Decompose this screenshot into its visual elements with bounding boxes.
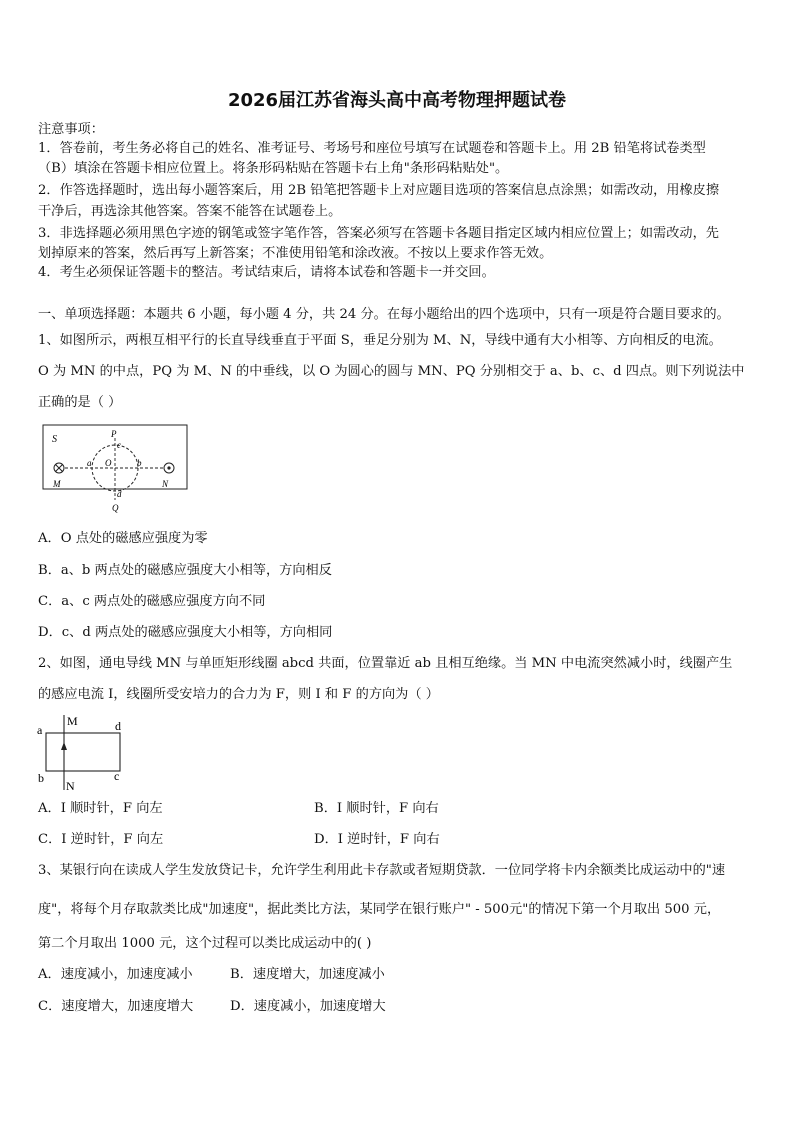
label-P: P [111, 429, 117, 439]
label-c: c [117, 440, 121, 450]
question-1-option-b[interactable]: B．a、b 两点处的磁感应强度大小相等，方向相反 [38, 563, 332, 578]
label-M: M [67, 714, 78, 728]
page-title: 2026届江苏省海头高中高考物理押题试卷 [227, 90, 567, 111]
current-arrow-icon [61, 742, 67, 750]
question-1-stem: 正确的是（ ） [38, 395, 122, 410]
notice-heading: 注意事项： [38, 122, 104, 137]
question-1-option-d[interactable]: D．c、d 两点处的磁感应强度大小相等，方向相同 [38, 625, 333, 640]
label-b: b [137, 458, 142, 468]
question-2-option-d[interactable]: D．I 逆时针，F 向右 [314, 832, 440, 847]
section-heading: 一、单项选择题：本题共 6 小题，每小题 4 分，共 24 分。在每小题给出的四个选项中，只有一项是符合题目要求的。 [38, 307, 730, 322]
label-b: b [38, 771, 44, 785]
notice-line: 2．作答选择题时，选出每小题答案后，用 2B 铅笔把答题卡上对应题目选项的答案信息点涂黑；如需改动，用橡皮擦 [38, 183, 720, 198]
question-2-stem: 的感应电流 I，线圈所受安培力的合力为 F，则 I 和 F 的方向为（ ） [38, 687, 439, 702]
label-d: d [117, 489, 122, 499]
question-3-option-d[interactable]: D．速度减小，加速度增大 [230, 999, 386, 1014]
question-3-option-c[interactable]: C．速度增大，加速度增大 [38, 999, 194, 1014]
question-3-option-b[interactable]: B．速度增大，加速度减小 [230, 967, 385, 982]
question-2-option-c[interactable]: C．I 逆时针，F 向左 [38, 832, 164, 847]
label-a: a [87, 458, 92, 468]
question-3-stem: 3、某银行向在读成人学生发放贷记卡，允许学生利用此卡存款或者短期贷款．一位同学将卡内余额类比成运动中的"速 [38, 863, 726, 878]
question-1-figure [42, 424, 190, 516]
question-2-figure [36, 712, 128, 794]
question-1-option-a[interactable]: A．O 点处的磁感应强度为零 [38, 531, 208, 546]
label-M: M [53, 479, 61, 489]
current-out-of-page-icon [164, 463, 174, 473]
question-3-option-a[interactable]: A．速度减小，加速度减小 [38, 967, 193, 982]
question-2-option-b[interactable]: B．I 顺时针，F 向右 [314, 801, 439, 816]
label-N: N [162, 479, 169, 489]
notice-line: 划掉原来的答案，然后再写上新答案；不准使用铅笔和涂改液。不按以上要求作答无效。 [38, 246, 553, 261]
notice-line: （B）填涂在答题卡相应位置上。将条形码粘贴在答题卡右上角"条形码粘贴处"。 [38, 161, 509, 176]
question-1-stem: 1、如图所示，两根互相平行的长直导线垂直于平面 S，垂足分别为 M、N，导线中通有大小相等、方向相反的电流。 [38, 333, 722, 348]
label-S: S [52, 434, 57, 445]
notice-line: 4．考生必须保证答题卡的整洁。考试结束后，请将本试卷和答题卡一并交回。 [38, 265, 495, 280]
label-N: N [66, 779, 75, 793]
notice-line: 3．非选择题必须用黑色字迹的钢笔或签字笔作答，答案必须写在答题卡各题目指定区域内相应位置上；如需改动，先 [38, 226, 719, 241]
question-1-option-c[interactable]: C．a、c 两点处的磁感应强度方向不同 [38, 594, 266, 609]
question-1-stem: O 为 MN 的中点，PQ 为 M、N 的中垂线，以 O 为圆心的圆与 MN、PQ 分别相交于 a、b、c、d 四点。则下列说法中 [38, 364, 745, 379]
label-Q: Q [112, 503, 119, 513]
question-3-stem: 第二个月取出 1000 元，这个过程可以类比成运动中的( ) [38, 936, 372, 951]
question-2-option-a[interactable]: A．I 顺时针，F 向左 [38, 801, 163, 816]
notice-line: 干净后，再选涂其他答案。答案不能答在试题卷上。 [38, 204, 342, 219]
label-a: a [37, 723, 43, 737]
label-c: c [114, 769, 120, 783]
question-2-stem: 2、如图，通电导线 MN 与单匝矩形线圈 abcd 共面，位置靠近 ab 且相互绝缘。当 MN 中电流突然减小时，线圈产生 [38, 656, 733, 671]
label-O: O [105, 458, 112, 468]
current-into-page-icon [54, 463, 64, 473]
notice-line: 1．答卷前，考生务必将自己的姓名、准考证号、考场号和座位号填写在试题卷和答题卡上。用 2B 铅笔将试卷类型 [38, 141, 706, 156]
label-d: d [115, 719, 121, 733]
question-3-stem: 度"，将每个月存取款类比成"加速度"，据此类比方法，某同学在银行账户" - 500元"的情况下第一个月取出 500 元， [38, 902, 721, 917]
